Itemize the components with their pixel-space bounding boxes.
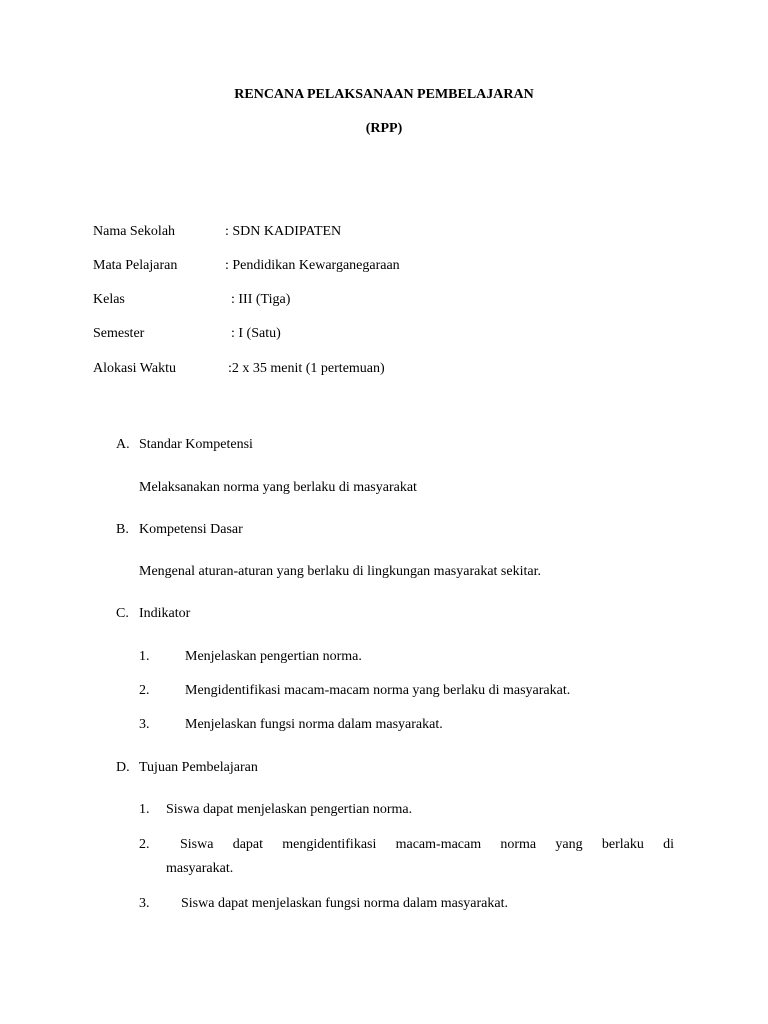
section-a-heading: Standar Kompetensi — [139, 437, 253, 452]
section-c-heading: Indikator — [139, 606, 191, 621]
indicator-text: Menjelaskan fungsi norma dalam masyarakat. — [185, 717, 443, 732]
identity-label-semester: Semester — [93, 326, 145, 341]
identity-label-time: Alokasi Waktu — [93, 361, 176, 376]
indicator-number: 2. — [139, 683, 150, 698]
document-title: RENCANA PELAKSANAAN PEMBELAJARAN — [234, 87, 534, 102]
identity-value-school: : SDN KADIPATEN — [225, 224, 342, 239]
identity-label-school: Nama Sekolah — [93, 224, 176, 239]
objective-text: Siswa dapat menjelaskan pengertian norma. — [166, 802, 413, 817]
objective-text-line2: masyarakat. — [166, 861, 234, 876]
identity-label-class: Kelas — [93, 292, 125, 307]
indicator-number: 1. — [139, 649, 150, 664]
identity-value-class: : III (Tiga) — [231, 292, 291, 307]
section-a-letter: A. — [116, 437, 130, 452]
objective-number: 3. — [139, 896, 150, 911]
section-b-letter: B. — [116, 522, 129, 537]
objective-text: Siswa dapat menjelaskan fungsi norma dalam masyarakat. — [181, 896, 508, 911]
objective-text-line1: Siswa dapat mengidentifikasi macam-macam norma yang berlaku di — [180, 837, 674, 852]
identity-value-semester: : I (Satu) — [231, 326, 281, 341]
indicator-text: Menjelaskan pengertian norma. — [185, 649, 362, 664]
identity-value-subject: : Pendidikan Kewarganegaraan — [225, 258, 400, 273]
identity-label-subject: Mata Pelajaran — [93, 258, 178, 273]
identity-value-time: :2 x 35 menit (1 pertemuan) — [228, 361, 385, 376]
section-d-heading: Tujuan Pembelajaran — [139, 760, 258, 775]
indicator-number: 3. — [139, 717, 150, 732]
indicator-text: Mengidentifikasi macam-macam norma yang berlaku di masyarakat. — [185, 683, 571, 698]
objective-number: 2. — [139, 837, 150, 852]
objective-number: 1. — [139, 802, 150, 817]
section-a-text: Melaksanakan norma yang berlaku di masyarakat — [139, 480, 417, 495]
section-b-text: Mengenal aturan-aturan yang berlaku di lingkungan masyarakat sekitar. — [139, 564, 541, 579]
section-c-letter: C. — [116, 606, 129, 621]
document-subtitle: (RPP) — [365, 121, 403, 136]
section-b-heading: Kompetensi Dasar — [139, 522, 243, 537]
section-d-letter: D. — [116, 760, 130, 775]
